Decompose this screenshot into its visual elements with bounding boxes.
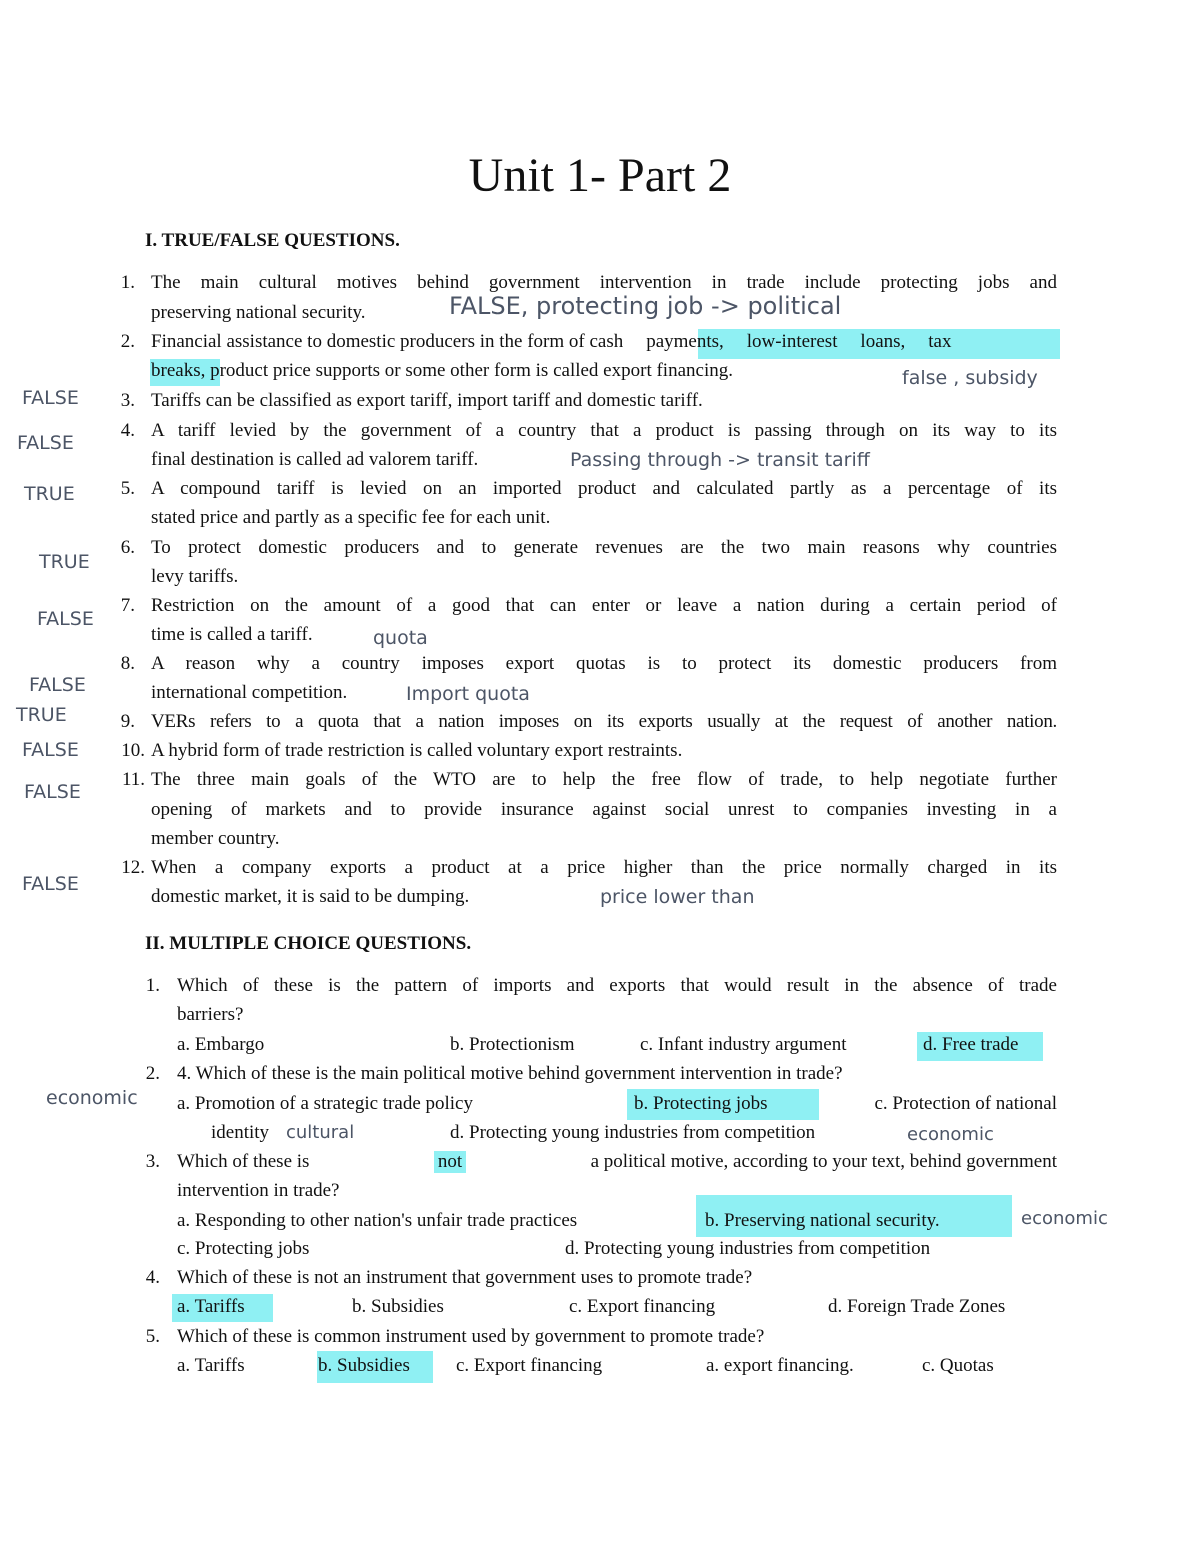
mc-option: c. Protection of national: [874, 1093, 1057, 1114]
mc-option-correct: b. Preserving national security.: [705, 1210, 940, 1231]
tf-number: 1.: [120, 272, 135, 293]
mc-option: d. Foreign Trade Zones: [828, 1296, 1006, 1317]
handwritten-annotation: false , subsidy: [902, 367, 1038, 389]
mc-option-correct: b. Protecting jobs: [634, 1093, 768, 1114]
mc-option-correct: d. Free trade: [923, 1034, 1019, 1055]
mc-option-correct: a. Tariffs: [177, 1296, 245, 1317]
handwritten-annotation: price lower than: [600, 886, 755, 908]
tf-question-line: stated price and partly as a specific fee for each unit.: [151, 507, 551, 528]
tf-number: 7.: [120, 595, 135, 616]
mc-option: d. Protecting young industries from competition: [565, 1238, 931, 1259]
text-span: Which of these is: [177, 1151, 315, 1172]
tf-number: 11.: [121, 769, 145, 790]
tf-question-line: final destination is called ad valorem tariff.: [151, 449, 479, 470]
tf-question-line: international competition.: [151, 682, 348, 703]
tf-question-line: To protect domestic producers and to generate revenues are the two main reasons why countries: [151, 537, 1057, 558]
tf-question-line: A hybrid form of trade restriction is called voluntary export restraints.: [151, 740, 683, 761]
handwritten-annotation: Import quota: [406, 683, 530, 705]
section-heading-true-false: I. TRUE/FALSE QUESTIONS.: [145, 230, 400, 251]
mc-option: c. Export financing: [569, 1296, 716, 1317]
tf-number: 9.: [120, 711, 135, 732]
mc-option: c. Export financing: [456, 1355, 603, 1376]
page-title: Unit 1- Part 2: [468, 149, 732, 202]
highlighted-text: breaks,: [151, 360, 206, 381]
mc-number: 1.: [145, 975, 160, 996]
margin-answer: FALSE: [22, 739, 79, 761]
tf-number: 4.: [120, 420, 135, 441]
handwritten-annotation: quota: [373, 627, 428, 649]
margin-answer: FALSE: [37, 608, 94, 630]
tf-question-line: [151, 331, 951, 353]
margin-answer: FALSE: [29, 674, 86, 696]
section-heading-multiple-choice: II. MULTIPLE CHOICE QUESTIONS.: [145, 933, 472, 954]
text-span: a political motive, according to your text, behind government: [585, 1151, 1057, 1172]
margin-answer: FALSE: [22, 387, 79, 409]
highlighted-text: cash payments, low-interest loans, tax: [589, 331, 952, 352]
mc-option: c. Protecting jobs: [177, 1238, 310, 1259]
mc-number: 2.: [145, 1063, 160, 1084]
handwritten-annotation: cultural: [286, 1122, 355, 1143]
margin-answer: FALSE: [24, 781, 81, 803]
margin-answer: TRUE: [39, 551, 90, 573]
text-span: Financial assistance to domestic producers in the form of: [151, 331, 590, 352]
tf-question-line: levy tariffs.: [151, 566, 239, 587]
handwritten-annotation: economic: [907, 1124, 994, 1145]
tf-question-line: The three main goals of the WTO are to help the free flow of trade, to help negotiate further: [151, 769, 1057, 790]
tf-question-line: The main cultural motives behind government intervention in trade include protecting jobs and: [151, 272, 1057, 293]
margin-answer: TRUE: [24, 483, 75, 505]
tf-question-line: member country.: [151, 828, 280, 849]
tf-question-line: Restriction on the amount of a good that can enter or leave a nation during a certain period of: [151, 595, 1057, 616]
mc-option-correct: b. Subsidies: [318, 1355, 410, 1376]
mc-option: a. Embargo: [177, 1034, 265, 1055]
tf-question-line: A reason why a country imposes export quotas is to protect its domestic producers from: [151, 653, 1057, 674]
mc-question-line: [177, 1151, 1057, 1173]
margin-answer: economic: [46, 1087, 138, 1109]
tf-number: 10.: [121, 740, 145, 761]
tf-question-line: VERs refers to a quota that a nation imposes on its exports usually at the request of another nation.: [151, 711, 1057, 732]
tf-question-line: time is called a tariff.: [151, 624, 313, 645]
tf-number: 2.: [120, 331, 135, 352]
mc-option: identity: [211, 1122, 270, 1143]
mc-question-line: Which of these is not an instrument that government uses to promote trade?: [177, 1267, 753, 1288]
tf-question-line: preserving national security.: [151, 302, 366, 323]
mc-question-line: intervention in trade?: [177, 1180, 340, 1201]
tf-number: 8.: [120, 653, 135, 674]
margin-answer: FALSE: [17, 432, 74, 454]
tf-question-line: When a company exports a product at a price higher than the price normally charged in its: [151, 857, 1057, 878]
text-span: product price supports or some other form is called export financing.: [205, 360, 733, 381]
tf-number: 12.: [121, 857, 145, 878]
mc-option: a. Tariffs: [177, 1355, 245, 1376]
margin-answer: FALSE: [22, 873, 79, 895]
tf-question-line: [151, 360, 733, 382]
mc-question-line: Which of these is common instrument used by government to promote trade?: [177, 1326, 765, 1347]
tf-number: 6.: [120, 537, 135, 558]
handwritten-annotation: FALSE, protecting job -> political: [449, 292, 842, 320]
handwritten-annotation: Passing through -> transit tariff: [570, 449, 870, 471]
mc-number: 5.: [145, 1326, 160, 1347]
handwritten-annotation: economic: [1021, 1208, 1108, 1229]
mc-question-line: barriers?: [177, 1004, 244, 1025]
mc-option: a. Responding to other nation's unfair trade practices: [177, 1210, 578, 1231]
tf-number: 3.: [120, 390, 135, 411]
tf-question-line: A tariff levied by the government of a country that a product is passing through on its way to its: [151, 420, 1057, 441]
tf-question-line: Tariffs can be classified as export tariff, import tariff and domestic tariff.: [151, 390, 703, 411]
mc-number: 3.: [145, 1151, 160, 1172]
mc-option: b. Subsidies: [352, 1296, 444, 1317]
tf-question-line: A compound tariff is levied on an imported product and calculated partly as a percentage of its: [151, 478, 1057, 499]
tf-question-line: domestic market, it is said to be dumping.: [151, 886, 470, 907]
highlighted-text: not: [434, 1151, 466, 1173]
mc-option: b. Protectionism: [450, 1034, 575, 1055]
tf-number: 5.: [120, 478, 135, 499]
mc-option: c. Quotas: [922, 1355, 994, 1376]
mc-question-line: 4. Which of these is the main political motive behind government intervention in trade?: [177, 1063, 843, 1084]
mc-option: d. Protecting young industries from competition: [450, 1122, 816, 1143]
mc-option: c. Infant industry argument: [640, 1034, 847, 1055]
margin-answer: TRUE: [16, 704, 67, 726]
mc-option: a. export financing.: [706, 1355, 854, 1376]
mc-number: 4.: [145, 1267, 160, 1288]
mc-option: a. Promotion of a strategic trade policy: [177, 1093, 473, 1114]
tf-question-line: opening of markets and to provide insurance against social unrest to companies investing in a: [151, 799, 1057, 820]
mc-question-line: Which of these is the pattern of imports and exports that would result in the absence of trade: [177, 975, 1057, 996]
